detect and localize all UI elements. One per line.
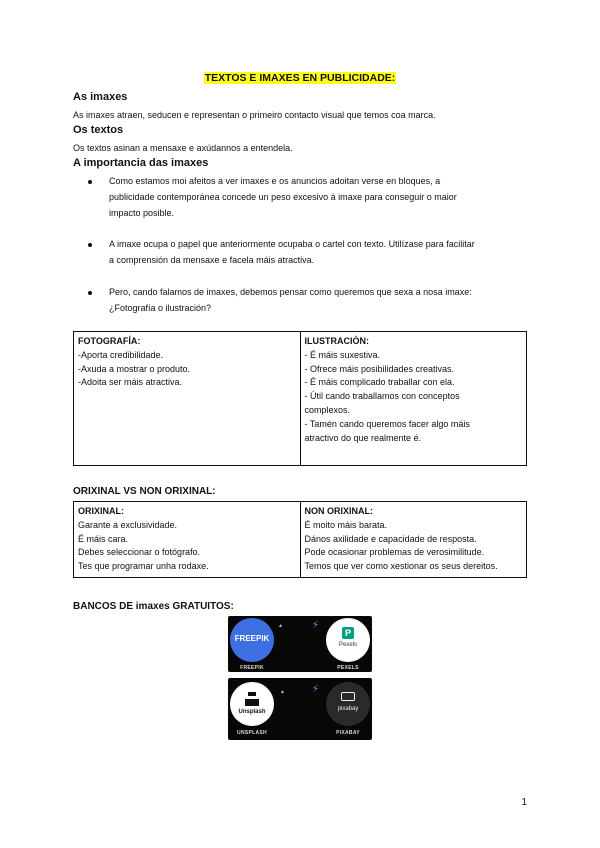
unsplash-logo-circle: Unsplash bbox=[230, 682, 274, 726]
text-imaxes: As imaxes atraen, seducen e representan o primeiro contacto visual que temos coa marca. bbox=[73, 110, 436, 120]
bullet-list-3 bbox=[73, 284, 533, 316]
page-number: 1 bbox=[521, 797, 527, 808]
bullet-icon bbox=[88, 180, 92, 184]
fotografia-ilustracion-table bbox=[73, 331, 527, 466]
heading-importancia: A importancia das imaxes bbox=[73, 157, 209, 169]
unsplash-label: UNSPLASH bbox=[237, 730, 267, 736]
freepik-pexels-image: FREEPIK ▴ ⚡ P Pexels FREEPIK PEXELS bbox=[228, 616, 372, 672]
bullet-icon bbox=[88, 243, 92, 247]
pixabay-label: PIXABAY bbox=[336, 730, 360, 736]
ilustracion-cell: ILUSTRACIÓN: - É máis suxestiva. - Ofrece máis posibilidades creativas. - É máis complicado traballar con ela. - Útil cando traballamos con conceptos complexos. - Tamén cando queremos facer algo máis atractivo do que realmente é. bbox=[300, 332, 527, 466]
list-item: A imaxe ocupa o papel que anteriormente ocupaba o cartel con texto. Utilízase para facilitar a comprensión da mensaxe e facela máis atractiva. bbox=[73, 236, 533, 268]
document-title: TEXTOS E IMAXES EN PUBLICIDADE: bbox=[204, 72, 396, 84]
freepik-logo-circle: FREEPIK bbox=[230, 618, 274, 662]
heading-imaxes: As imaxes bbox=[73, 91, 128, 103]
fotografia-cell: FOTOGRAFÍA: -Aporta credibilidade. -Axuda a mostrar o produto. -Adoita ser máis atractiva. bbox=[74, 332, 301, 466]
lightning-icon: ⚡ bbox=[312, 684, 320, 695]
orixinal-table bbox=[73, 501, 527, 578]
pexels-label: PEXELS bbox=[337, 665, 359, 671]
non-orixinal-cell: NON ORIXINAL: É moito máis barata. Dános axilidade e capacidade de resposta. Pode ocasionar problemas de verosimilitude. Temos que ver como xestionar os seus dereitos. bbox=[300, 502, 527, 578]
pexels-logo-circle: P Pexels bbox=[326, 618, 370, 662]
freepik-label: FREEPIK bbox=[240, 665, 264, 671]
lightning-icon: ⚡ bbox=[312, 620, 320, 631]
section-bancos-title: BANCOS DE imaxes GRATUITOS: bbox=[73, 601, 234, 612]
list-item: Como estamos moi afeitos a ver imaxes e os anuncios adoitan verse en bloques, a publicidade contemporánea concede un peso excesivo á imaxe para conseguir o maior impacto posible. bbox=[73, 173, 533, 221]
bullet-list-2 bbox=[73, 236, 533, 268]
pixabay-logo-circle: pixabay bbox=[326, 682, 370, 726]
section-orixinal-title: ORIXINAL VS NON ORIXINAL: bbox=[73, 486, 216, 497]
bullet-icon bbox=[88, 291, 92, 295]
text-textos: Os textos asinan a mensaxe e axúdannos a entendela. bbox=[73, 143, 293, 153]
heading-textos: Os textos bbox=[73, 124, 124, 136]
orixinal-cell: ORIXINAL: Garante a exclusividade. É máis cara. Debes seleccionar o fotógrafo. Tes que programar unha rodaxe. bbox=[74, 502, 301, 578]
list-item: Pero, cando falamos de imaxes, debemos pensar como queremos que sexa a nosa imaxe: ¿Fotografía o ilustración? bbox=[73, 284, 533, 316]
bullet-list-1 bbox=[73, 173, 533, 221]
unsplash-pixabay-image: Unsplash ▴ ⚡ pixabay UNSPLASH PIXABAY bbox=[228, 678, 372, 740]
